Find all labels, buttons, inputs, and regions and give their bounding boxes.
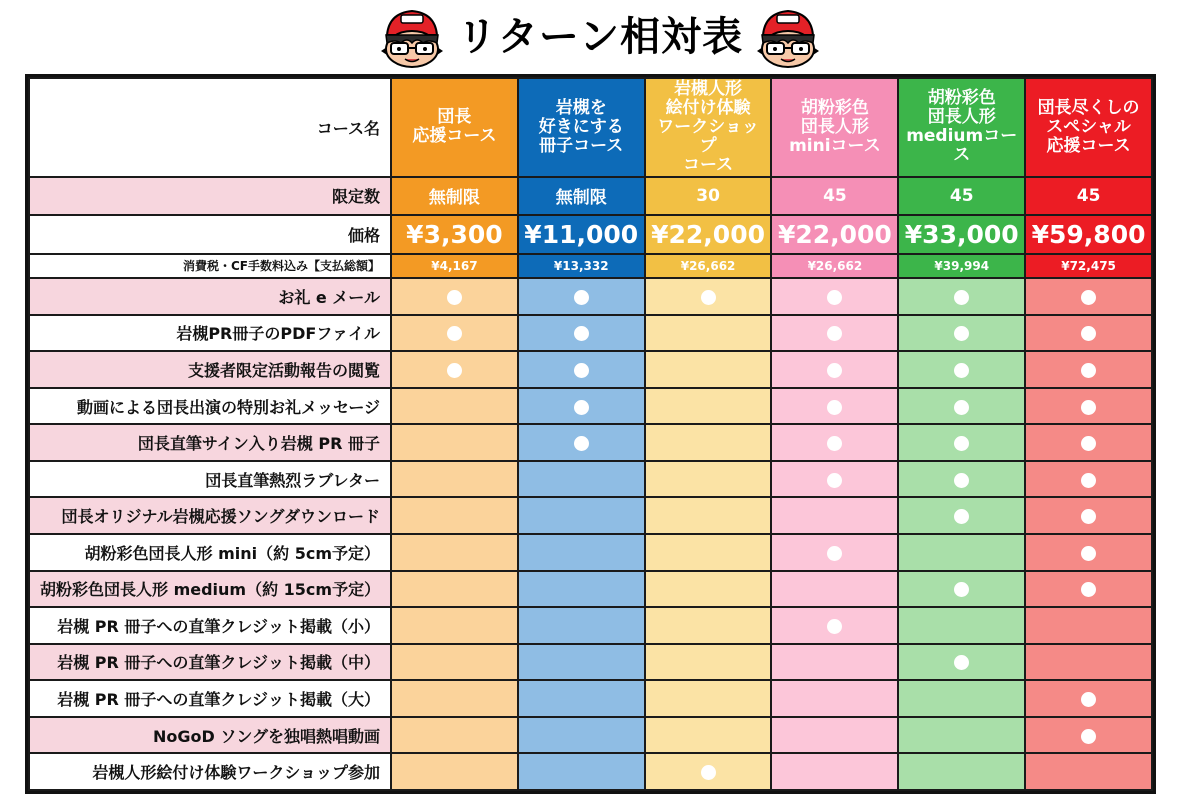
course-label: コース名 [29,78,391,177]
included-dot-icon [1081,436,1096,451]
included-dot-icon [954,655,969,670]
feature-label: 胡粉彩色団長人形 mini（約 5cm予定） [29,534,391,571]
included-dot-icon [827,473,842,488]
included-dot-icon [954,326,969,341]
feature-label: 岩槻人形絵付け体験ワークショップ参加 [29,753,391,790]
feature-cell [898,315,1025,352]
feature-cell [645,680,772,717]
feature-cell [645,351,772,388]
feature-cell [518,753,645,790]
feature-cell [1025,644,1152,681]
included-dot-icon [1081,692,1096,707]
included-dot-icon [954,400,969,415]
feature-cell [645,571,772,608]
feature-label: 岩槻 PR 冊子への直筆クレジット掲載（小） [29,607,391,644]
mascot-right-icon [753,5,823,69]
feature-cell [771,278,898,315]
plan-price-4: ¥33,000 [898,215,1025,254]
feature-cell [391,278,518,315]
plan-total-5: ¥72,475 [1025,254,1152,278]
feature-cell [518,644,645,681]
feature-row [29,607,1152,644]
feature-cell [771,315,898,352]
feature-cell [518,388,645,425]
included-dot-icon [827,436,842,451]
included-dot-icon [447,290,462,305]
included-dot-icon [827,546,842,561]
feature-cell [1025,607,1152,644]
plan-price-3: ¥22,000 [771,215,898,254]
included-dot-icon [1081,473,1096,488]
feature-cell [1025,571,1152,608]
included-dot-icon [447,363,462,378]
feature-cell [391,315,518,352]
included-dot-icon [954,436,969,451]
plan-price-5: ¥59,800 [1025,215,1152,254]
feature-row [29,278,1152,315]
feature-cell [898,753,1025,790]
included-dot-icon [827,619,842,634]
plan-name-5: 団長尽くしの スペシャル 応援コース [1025,78,1152,177]
feature-cell [771,424,898,461]
feature-cell [898,534,1025,571]
included-dot-icon [954,473,969,488]
feature-cell [771,680,898,717]
tax-row [29,254,1152,278]
feature-cell [771,644,898,681]
feature-cell [898,607,1025,644]
feature-row [29,571,1152,608]
plan-total-1: ¥13,332 [518,254,645,278]
included-dot-icon [574,326,589,341]
feature-cell [645,388,772,425]
feature-cell [645,753,772,790]
feature-cell [898,497,1025,534]
feature-cell [391,351,518,388]
included-dot-icon [954,290,969,305]
feature-row [29,753,1152,790]
feature-cell [518,351,645,388]
feature-cell [1025,388,1152,425]
feature-cell [1025,680,1152,717]
feature-cell [645,278,772,315]
feature-cell [1025,278,1152,315]
feature-cell [645,424,772,461]
feature-cell [391,680,518,717]
included-dot-icon [954,363,969,378]
feature-cell [1025,315,1152,352]
feature-cell [1025,351,1152,388]
feature-cell [1025,717,1152,754]
price-label: 価格 [29,215,391,254]
included-dot-icon [1081,729,1096,744]
feature-label: 団長オリジナル岩槻応援ソングダウンロード [29,497,391,534]
feature-cell [391,534,518,571]
feature-row [29,351,1152,388]
feature-cell [518,461,645,498]
price-row [29,215,1152,254]
feature-cell [391,717,518,754]
feature-cell [518,571,645,608]
feature-cell [391,424,518,461]
feature-cell [898,717,1025,754]
feature-cell [391,571,518,608]
included-dot-icon [1081,400,1096,415]
plan-limit-4: 45 [898,177,1025,216]
feature-cell [771,534,898,571]
feature-label: NoGoD ソングを独唱熱唱動画 [29,717,391,754]
included-dot-icon [954,509,969,524]
feature-row [29,717,1152,754]
feature-label: 団長直筆熱烈ラブレター [29,461,391,498]
feature-row [29,315,1152,352]
feature-cell [898,461,1025,498]
feature-cell [771,571,898,608]
page-title: リターン相対表 [456,14,744,60]
feature-label: 岩槻PR冊子のPDFファイル [29,315,391,352]
plan-limit-0: 無制限 [391,177,518,216]
feature-cell [898,388,1025,425]
feature-cell [771,717,898,754]
comparison-table [25,74,1156,794]
feature-cell [898,571,1025,608]
plan-total-4: ¥39,994 [898,254,1025,278]
feature-cell [645,461,772,498]
included-dot-icon [827,290,842,305]
feature-cell [518,607,645,644]
limit-row [29,177,1152,216]
feature-label: 岩槻 PR 冊子への直筆クレジット掲載（中） [29,644,391,681]
mascot-left-icon [377,5,447,69]
included-dot-icon [574,290,589,305]
included-dot-icon [827,400,842,415]
feature-cell [1025,424,1152,461]
feature-row [29,461,1152,498]
feature-cell [771,351,898,388]
plan-total-2: ¥26,662 [645,254,772,278]
feature-cell [518,278,645,315]
feature-cell [518,680,645,717]
feature-cell [1025,497,1152,534]
plan-total-3: ¥26,662 [771,254,898,278]
plan-limit-3: 45 [771,177,898,216]
feature-cell [391,644,518,681]
included-dot-icon [574,363,589,378]
included-dot-icon [1081,363,1096,378]
feature-label: 支援者限定活動報告の閲覧 [29,351,391,388]
included-dot-icon [574,400,589,415]
feature-cell [898,424,1025,461]
feature-row [29,388,1152,425]
feature-cell [1025,461,1152,498]
tax-label: 消費税・CF手数料込み【支払総額】 [29,254,391,278]
feature-cell [391,497,518,534]
feature-cell [518,717,645,754]
feature-cell [898,680,1025,717]
feature-cell [518,315,645,352]
feature-cell [898,351,1025,388]
plan-name-2: 岩槻人形 絵付け体験 ワークショップ コース [645,78,772,177]
feature-cell [771,607,898,644]
feature-cell [391,461,518,498]
feature-label: 岩槻 PR 冊子への直筆クレジット掲載（大） [29,680,391,717]
feature-cell [1025,753,1152,790]
feature-cell [391,607,518,644]
feature-cell [771,388,898,425]
included-dot-icon [1081,546,1096,561]
feature-row [29,534,1152,571]
included-dot-icon [1081,509,1096,524]
included-dot-icon [701,765,716,780]
feature-cell [518,497,645,534]
included-dot-icon [1081,326,1096,341]
feature-cell [518,424,645,461]
feature-cell [391,388,518,425]
header [0,0,1200,74]
plan-total-0: ¥4,167 [391,254,518,278]
plan-name-1: 岩槻を 好きにする 冊子コース [518,78,645,177]
plan-name-0: 団長 応援コース [391,78,518,177]
included-dot-icon [1081,290,1096,305]
feature-cell [771,461,898,498]
feature-row [29,497,1152,534]
feature-cell [898,278,1025,315]
feature-label: 団長直筆サイン入り岩槻 PR 冊子 [29,424,391,461]
feature-cell [1025,534,1152,571]
included-dot-icon [1081,582,1096,597]
feature-row [29,644,1152,681]
feature-cell [391,753,518,790]
included-dot-icon [574,436,589,451]
feature-label: 胡粉彩色団長人形 medium（約 15cm予定） [29,571,391,608]
feature-row [29,680,1152,717]
plan-price-1: ¥11,000 [518,215,645,254]
included-dot-icon [447,326,462,341]
feature-cell [645,607,772,644]
feature-label: お礼 e メール [29,278,391,315]
plan-name-4: 胡粉彩色 団長人形 mediumコース [898,78,1025,177]
included-dot-icon [954,582,969,597]
feature-cell [645,644,772,681]
feature-cell [518,534,645,571]
feature-cell [645,534,772,571]
plan-limit-5: 45 [1025,177,1152,216]
feature-label: 動画による団長出演の特別お礼メッセージ [29,388,391,425]
plan-limit-1: 無制限 [518,177,645,216]
feature-cell [898,644,1025,681]
included-dot-icon [701,290,716,305]
plan-price-2: ¥22,000 [645,215,772,254]
course-row [29,78,1152,177]
feature-cell [645,497,772,534]
plan-name-3: 胡粉彩色 団長人形 miniコース [771,78,898,177]
plan-price-0: ¥3,300 [391,215,518,254]
feature-row [29,424,1152,461]
feature-cell [771,753,898,790]
feature-cell [645,717,772,754]
plan-limit-2: 30 [645,177,772,216]
included-dot-icon [827,363,842,378]
included-dot-icon [827,326,842,341]
feature-cell [645,315,772,352]
feature-cell [771,497,898,534]
limit-label: 限定数 [29,177,391,216]
